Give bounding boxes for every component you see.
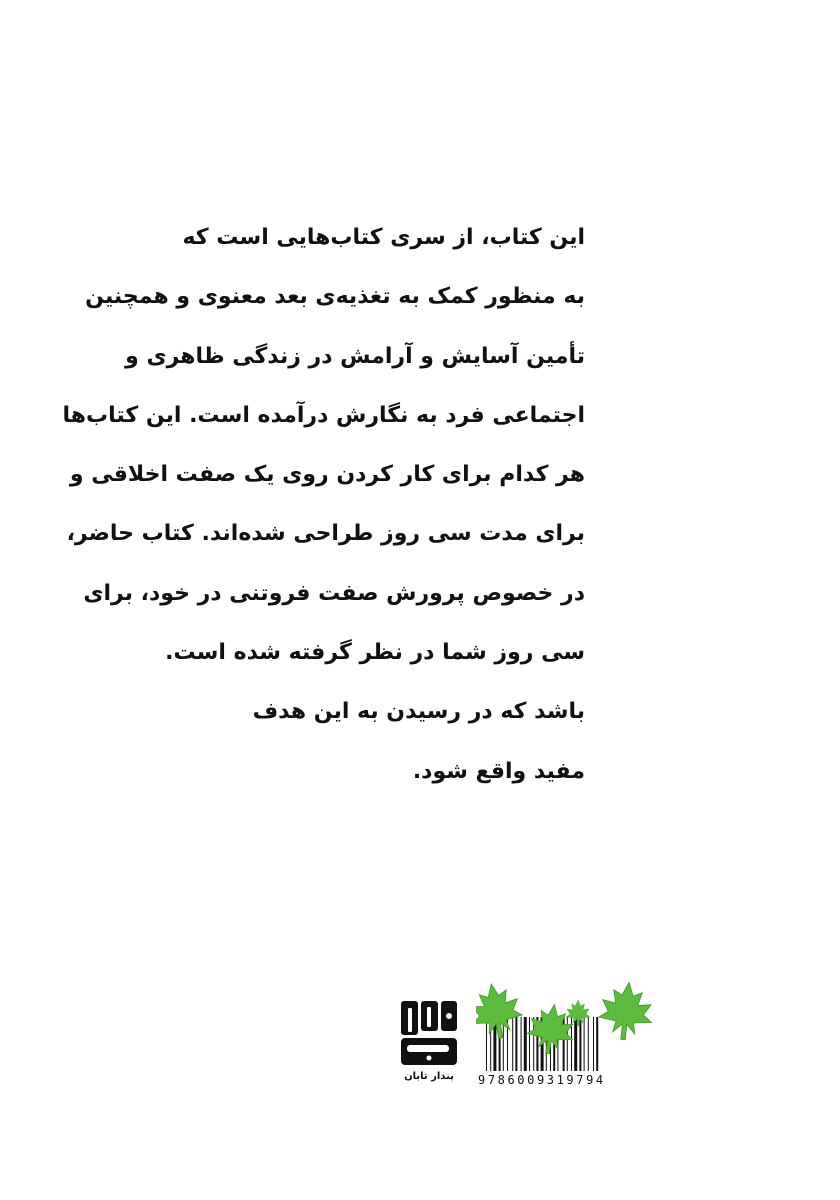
blurb-line: باشد که در رسیدن به این هدف [252,699,585,725]
barcode-bar [574,1017,577,1071]
barcode-bar [524,1017,527,1071]
barcode-bar [512,1017,513,1071]
blurb-line: هر کدام برای کار کردن روی یک صفت اخلاقی و [69,462,585,488]
blurb-line: این کتاب، از سری کتاب‌هایی است که [182,225,585,250]
publisher-logo [399,1001,459,1091]
blurb-line: مفید واقع شود. [412,758,585,784]
barcode-bar [521,1017,522,1071]
maple-leaf-icon [476,980,526,1043]
maple-leaf-icon [597,980,655,1042]
barcode-bar [584,1017,585,1071]
blurb-line: تأمین آسایش و آرامش در زندگی ظاهری و [125,343,585,369]
maple-leaf-icon [566,1000,590,1026]
publisher-logo-icon [399,1001,459,1069]
blurb-line: در خصوص پرورش صفت فروتنی در خود، برای [83,580,585,606]
blurb-line: اجتماعی فرد به نگارش درآمده است. این کتاب‌ها [62,402,585,428]
blurb-line: به منظور کمک به تغذیه‌ی بعد معنوی و همچنین [85,284,585,310]
barcode-bar [593,1017,594,1071]
barcode-bar [579,1017,581,1071]
back-cover-blurb [62,208,585,801]
barcode-bar [486,1017,487,1071]
blurb-line: برای مدت سی روز طراحی شده‌اند. کتاب حاضر، [66,521,585,547]
barcode-bar [515,1017,517,1071]
blurb-line: سی روز شما در نظر گرفته شده است. [165,640,585,666]
barcode-bar [529,1017,530,1071]
isbn-barcode [476,977,658,1089]
isbn-number: 9786009319794 [478,1073,606,1087]
barcode-bar [596,1017,598,1071]
publisher-name: پندار تابان [404,1071,454,1082]
barcode-bar [588,1017,589,1071]
